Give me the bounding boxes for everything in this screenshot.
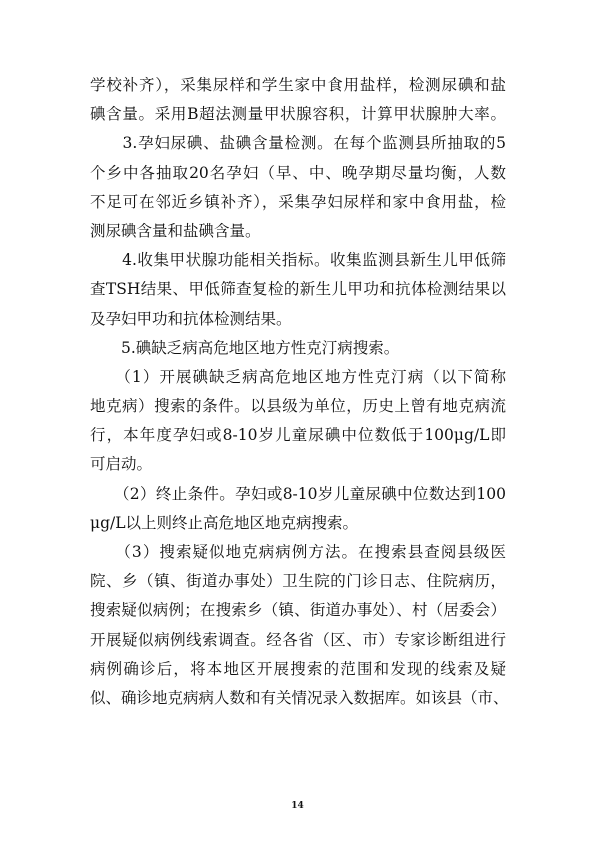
text-line: 行，本年度孕妇或8-10岁儿童尿碘中位数低于100μg/L即: [90, 426, 506, 445]
text-line: （2）终止条件。孕妇或8-10岁儿童尿碘中位数达到100: [90, 484, 506, 503]
text-line: 查TSH结果、甲低筛查复检的新生儿甲功和抗体检测结果以: [90, 280, 506, 299]
text-line: 开展疑似病例线索调查。经各省（区、市）专家诊断组进行: [90, 630, 506, 649]
text-line: 不足可在邻近乡镇补齐），采集孕妇尿样和家中食用盐，检: [90, 192, 506, 211]
page-number: 14: [291, 801, 304, 811]
text-line: （1）开展碘缺乏病高危地区地方性克汀病（以下简称: [90, 367, 506, 386]
body-text: [90, 71, 509, 713]
text-line: 碘含量。采用B超法测量甲状腺容积，计算甲状腺肿大率。: [90, 105, 506, 124]
text-line: （3）搜索疑似地克病病例方法。在搜索县查阅县级医: [90, 543, 506, 561]
text-line: μg/L以上则终止高危地区地克病搜索。: [90, 513, 359, 532]
text-line: 4.收集甲状腺功能相关指标。收集监测县新生儿甲低筛: [90, 251, 506, 270]
text-line: 及孕妇甲功和抗体检测结果。: [90, 309, 292, 328]
text-line: 学校补齐），采集尿样和学生家中食用盐样，检测尿碘和盐: [90, 76, 506, 94]
text-line: 可启动。: [90, 455, 153, 474]
text-line: 3.孕妇尿碘、盐碘含量检测。在每个监测县所抽取的5: [90, 134, 506, 153]
text-line: 院、乡（镇、街道办事处）卫生院的门诊日志、住院病历，: [90, 572, 506, 591]
text-line: 个乡中各抽取20名孕妇（早、中、晚孕期尽量均衡，人数: [90, 163, 506, 182]
text-line: 地克病）搜索的条件。以县级为单位，历史上曾有地克病流: [90, 397, 506, 416]
text-line: 似、确诊地克病病人数和有关情况录入数据库。如该县（市、: [90, 688, 509, 707]
text-line: 测尿碘含量和盐碘含量。: [90, 221, 261, 240]
text-line: 搜索疑似病例；在搜索乡（镇、街道办事处）、村（居委会）: [90, 601, 506, 620]
section-heading: 5.碘缺乏病高危地区地方性克汀病搜索。: [90, 338, 400, 357]
text-line: 病例确诊后，将本地区开展搜索的范围和发现的线索及疑: [90, 659, 506, 678]
